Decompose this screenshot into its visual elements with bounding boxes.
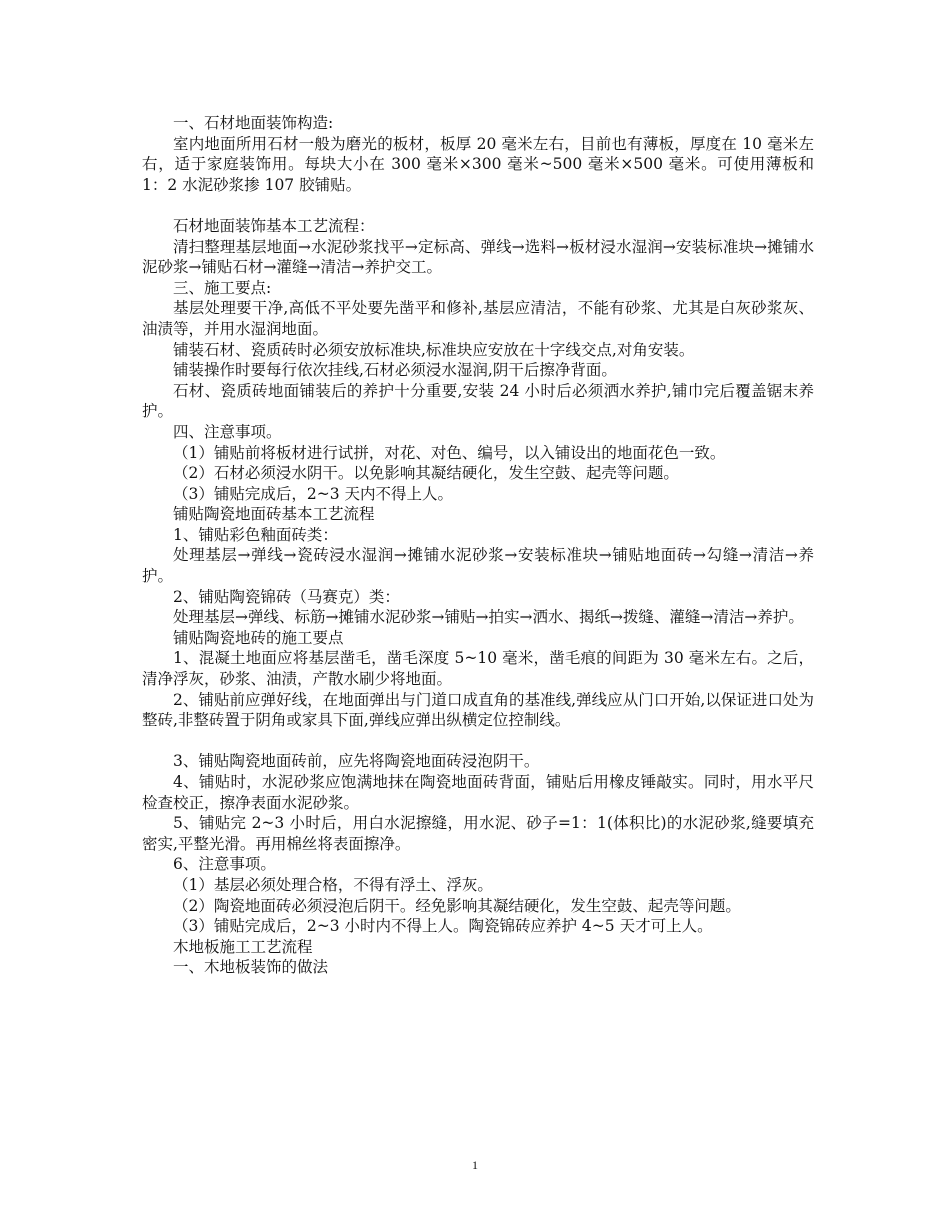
paragraph-curing: 石材、瓷质砖地面铺装后的养护十分重要,安装 24 小时后必须洒水养护,铺巾完后覆盖锯末养护。 [142,381,814,421]
list-item-ceramic-precaution-3: （3）铺贴完成后，2~3 小时内不得上人。陶瓷锦砖应养护 4~5 天才可上人。 [173,917,713,936]
list-item-ceramic-precaution-2: （2）陶瓷地面砖必须浸泡后阴干。经免影响其凝结硬化，发生空鼓、起壳等问题。 [173,896,741,915]
heading-wood-floor-method: 一、木地板装饰的做法 [173,958,329,977]
blank-line [142,731,814,752]
paragraph-base-treatment: 基层处理要干净,高低不平处要先凿平和修补,基层应清洁，不能有砂浆、尤其是白灰砂浆灰、油渍等，并用水湿润地面。 [142,299,814,338]
heading-precautions: 四、注意事项。 [173,422,282,441]
paragraph-glazed-tile-flow: 处理基层→弹线→瓷砖浸水湿润→摊铺水泥砂浆→安装标准块→铺贴地面砖→勾缝→清洁→养护。 [142,546,814,586]
list-item-precaution-1: （1）铺贴前将板材进行试拼，对花、对色、编号，以入铺设出的地面花色一致。 [173,443,726,462]
heading-ceramic-precautions: 6、注意事项。 [173,855,276,874]
page-number: 1 [472,1158,478,1172]
paragraph-stone-material: 室内地面所用石材一般为磨光的板材，板厚 20 毫米左右，目前也有薄板，厚度在 10 毫米左右，适于家庭装饰用。每块大小在 300 毫米×300 毫米~500 毫米×500 毫米。可使用薄板和 1：2 水泥砂浆掺 107 胶铺贴。 [142,134,814,194]
paragraph-ceramic-point-3: 3、铺贴陶瓷地面砖前，应先将陶瓷地面砖浸泡阴干。 [173,752,540,771]
document-page [142,113,814,978]
heading-ceramic-process: 铺贴陶瓷地面砖基本工艺流程 [173,505,375,524]
paragraph-mosaic-tile-flow: 处理基层→弹线、标筋→摊铺水泥砂浆→铺贴→拍实→洒水、揭纸→拨缝、灌缝→清洁→养护。 [173,608,804,627]
paragraph-stone-process-flow: 清扫整理基层地面→水泥砂浆找平→定标高、弹线→选料→板材浸水湿润→安装标准块→摊铺水泥砂浆→铺贴石材→灌缝→清洁→养护交工。 [142,237,814,277]
paragraph-line-hanging: 铺装操作时要每行依次挂线,石材必须浸水湿润,阴干后擦净背面。 [173,361,617,380]
heading-construction-points: 三、施工要点: [173,278,272,297]
heading-mosaic-tile: 2、铺贴陶瓷锦砖（马赛克）类： [173,587,400,606]
list-item-ceramic-precaution-1: （1）基层必须处理合格，不得有浮土、浮灰。 [173,875,493,894]
list-item-precaution-3: （3）铺贴完成后，2~3 天内不得上人。 [173,484,454,503]
heading-stone-process: 石材地面装饰基本工艺流程： [173,216,375,235]
heading-wood-floor-process: 木地板施工工艺流程 [173,937,313,956]
heading-stone-floor-construction: 一、石材地面装饰构造: [173,114,334,132]
list-item-precaution-2: （2）石材必须浸水阴干。以免影响其凝结硬化，发生空鼓、起壳等问题。 [173,464,679,483]
paragraph-ceramic-point-4: 4、铺贴时，水泥砂浆应饱满地抹在陶瓷地面砖背面，铺贴后用橡皮锤敲实。同时，用水平尺检查校正，擦净表面水泥砂浆。 [142,773,814,812]
paragraph-ceramic-point-5: 5、铺贴完 2~3 小时后，用白水泥擦缝，用水泥、砂子=1：1(体积比)的水泥砂浆,缝要填充密实,平整光滑。再用棉丝将表面擦净。 [142,814,814,853]
paragraph-ceramic-point-1: 1、混凝土地面应将基层凿毛，凿毛深度 5~10 毫米，凿毛痕的间距为 30 毫米左右。之后，清净浮灰，砂浆、油渍，产散水刷少将地面。 [142,649,814,689]
heading-ceramic-points: 铺贴陶瓷地砖的施工要点 [173,628,344,647]
heading-glazed-tile: 1、铺贴彩色釉面砖类： [173,525,338,544]
blank-line [142,195,814,216]
paragraph-standard-block: 铺装石材、瓷质砖时必须安放标准块,标准块应安放在十字线交点,对角安装。 [173,340,695,359]
paragraph-ceramic-point-2: 2、铺贴前应弹好线，在地面弹出与门道口成直角的基准线,弹线应从门口开始,以保证进口处为整砖,非整砖置于阴角或家具下面,弹线应弹出纵横定位控制线。 [142,690,814,730]
